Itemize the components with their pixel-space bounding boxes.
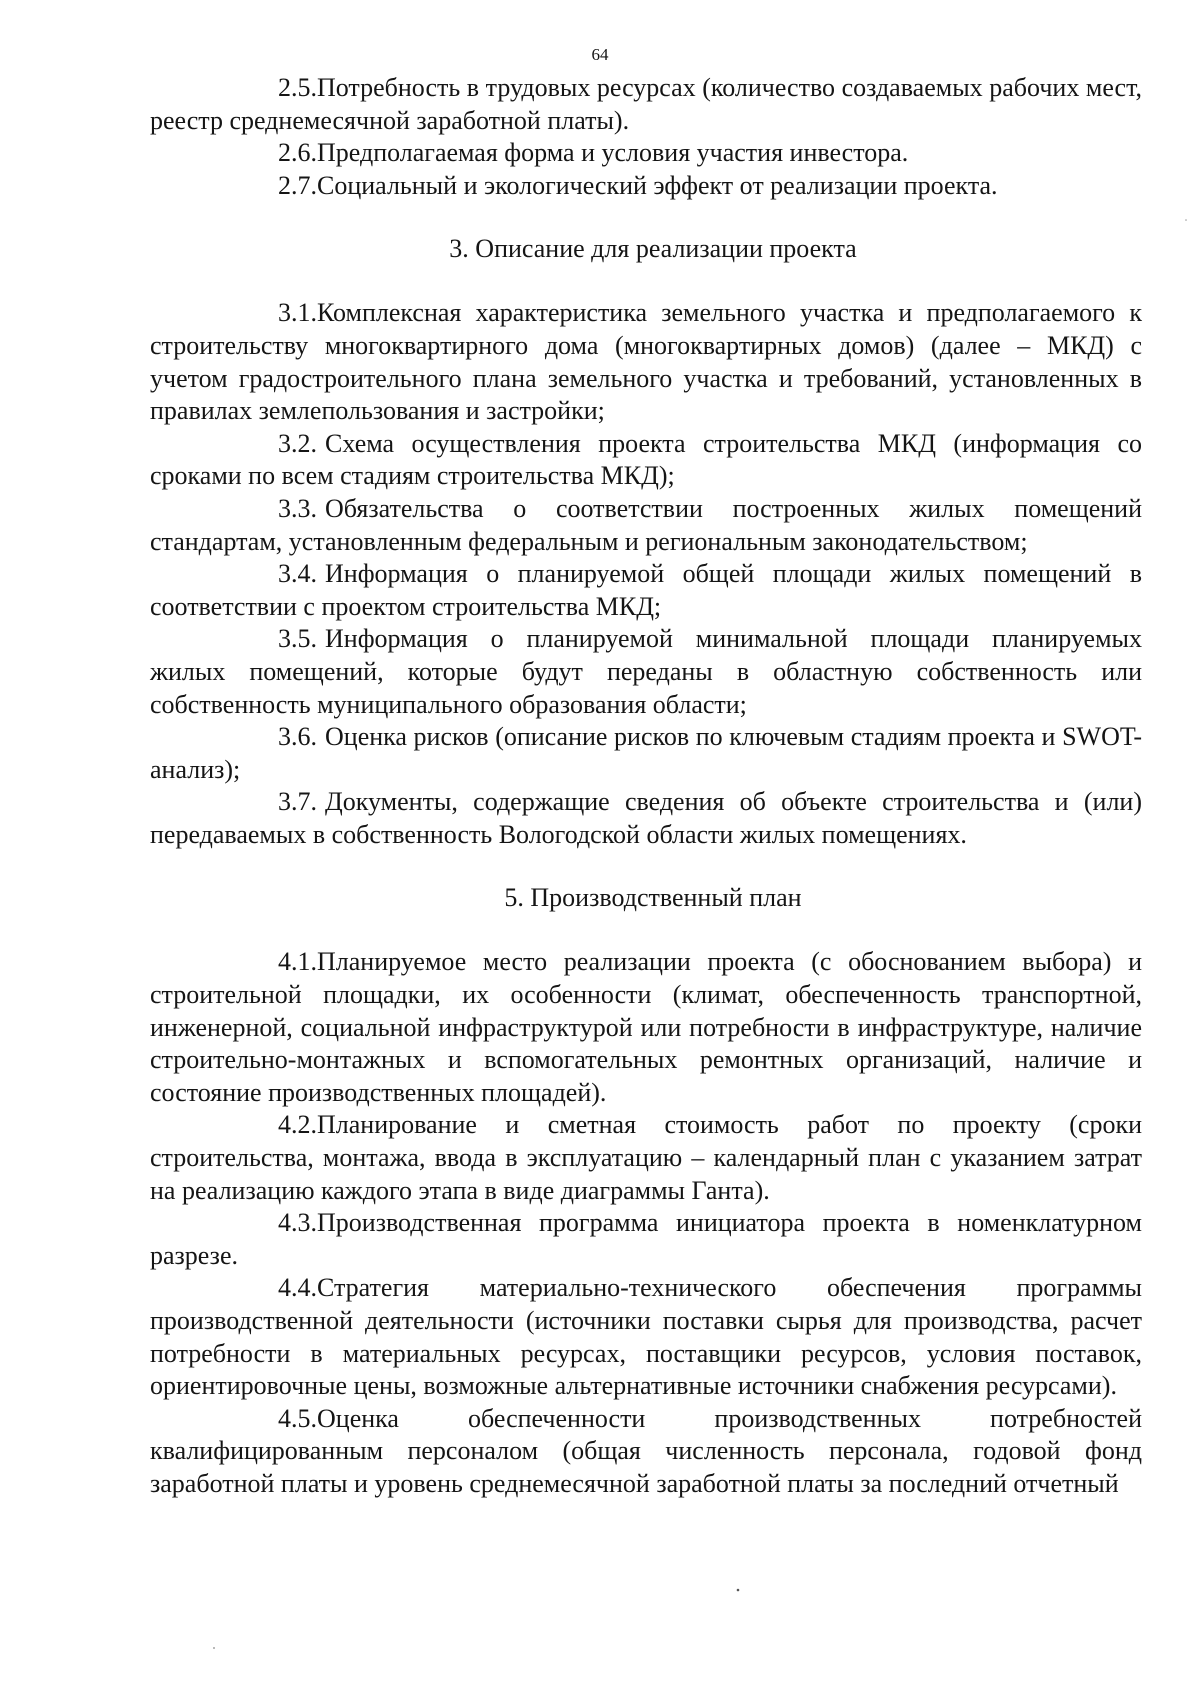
paragraph-text: Планирование и сметная стоимость работ по проекту (сроки строительства, монтажа, ввода в эксплуатацию – календарный план с указанием затрат на реализацию каждого этапа в виде диаграммы Ганта). — [150, 1110, 1142, 1205]
section-spacer — [150, 265, 1142, 297]
paragraph-number: 4.1. — [278, 947, 317, 977]
numbered-paragraph — [150, 721, 1142, 786]
paragraph-number: 3.3. — [278, 493, 317, 523]
numbered-paragraph — [150, 297, 1142, 427]
paragraph-number: 3.2. — [278, 428, 317, 458]
paragraph-number: 3.7. — [278, 787, 317, 817]
page-number: 64 — [591, 45, 609, 64]
section-spacer — [150, 851, 1142, 882]
paragraph-text: Информация о планируемой общей площади жилых помещений в соответствии с проектом строительства МКД; — [150, 559, 1142, 621]
numbered-paragraph — [150, 558, 1142, 623]
paragraph-text: Схема осуществления проекта строительства МКД (информация со сроками по всем стадиям строительства МКД); — [150, 428, 1142, 491]
paragraph-number: 3.1. — [278, 298, 317, 328]
paragraph-number: 2.6. — [278, 138, 317, 168]
numbered-paragraph — [150, 170, 1142, 203]
paragraph-number: 4.2. — [278, 1110, 317, 1140]
section-heading: 3. Описание для реализации проекта — [449, 234, 857, 264]
paragraph-number: 3.4. — [278, 559, 317, 589]
numbered-paragraph — [150, 1207, 1142, 1272]
section-heading: 5. Производственный план — [504, 883, 802, 913]
numbered-paragraph — [150, 623, 1142, 721]
paragraph-number: 4.3. — [278, 1208, 317, 1238]
paragraph-text: Планируемое место реализации проекта (с обоснованием выбора) и строительной площадки, их особенности (климат, обеспеченность транспортной, инженерной, социальной инфраструктурой или потребности в инфраструктуре, наличие строительно-монтажных и вспомогательных ремонтных организаций, наличие и состояние производственных площадей). — [150, 947, 1142, 1107]
paragraph-text: Потребность в трудовых ресурсах (количество создаваемых рабочих мест, реестр среднемесячной заработной платы). — [150, 73, 1142, 135]
section-spacer — [150, 914, 1142, 946]
paragraph-text: Производственная программа инициатора проекта в номенклатурном разрезе. — [150, 1208, 1142, 1270]
paragraph-text: Документы, содержащие сведения об объекте строительства и (или) передаваемых в собственность Вологодской области жилых помещениях. — [150, 787, 1142, 849]
paragraph-text: Оценка рисков (описание рисков по ключевым стадиям проекта и SWOT-анализ); — [150, 722, 1142, 784]
paragraph-text: Социальный и экологический эффект от реализации проекта. — [317, 170, 998, 200]
document-body — [150, 72, 1142, 1501]
numbered-paragraph — [150, 137, 1142, 170]
paragraph-number: 3.5. — [278, 624, 317, 654]
paragraph-number: 3.6. — [278, 722, 317, 752]
numbered-paragraph — [150, 72, 1142, 137]
paragraph-text: Информация о планируемой минимальной площади планируемых жилых помещений, которые будут переданы в областную собственность или собственность муниципального образования области; — [150, 624, 1142, 719]
paragraph-number: 2.5. — [278, 73, 317, 102]
paragraph-text: Обязательства о соответствии построенных жилых помещений стандартам, установленным федеральным и региональным законодательством; — [150, 493, 1142, 556]
paragraph-text: Предполагаемая форма и условия участия инвестора. — [317, 138, 909, 168]
paragraph-text: Комплексная характеристика земельного участка и предполагаемого к строительству многоквартирного дома (многоквартирных домов) (далее – МКД) с учетом градостроительного плана земельного участка и требований, установленных в правилах землепользования и застройки; — [150, 298, 1142, 426]
paragraph-text: Оценка обеспеченности производственных потребностей квалифицированным персоналом (общая численность персонала, годовой фонд заработной платы и уровень среднемесячной заработной платы за последний отчетный — [150, 1403, 1142, 1498]
paragraph-number: 4.4. — [278, 1273, 317, 1303]
paragraph-number: 2.7. — [278, 170, 317, 200]
numbered-paragraph — [150, 946, 1142, 1109]
numbered-paragraph — [150, 1272, 1142, 1402]
paragraph-text: Стратегия материально-технического обеспечения программы производственной деятельности (источники поставки сырья для производства, расчет потребности в материальных ресурсах, поставщики ресурсов, условия поставок, ориентировочные цены, возможные альтернативные источники снабжения ресурсами). — [150, 1273, 1142, 1401]
numbered-paragraph — [150, 493, 1142, 558]
paragraph-number: 4.5. — [278, 1403, 317, 1433]
numbered-paragraph — [150, 1109, 1142, 1207]
numbered-paragraph — [150, 1403, 1142, 1501]
numbered-paragraph — [150, 428, 1142, 493]
numbered-paragraph — [150, 786, 1142, 851]
section-spacer — [150, 202, 1142, 233]
